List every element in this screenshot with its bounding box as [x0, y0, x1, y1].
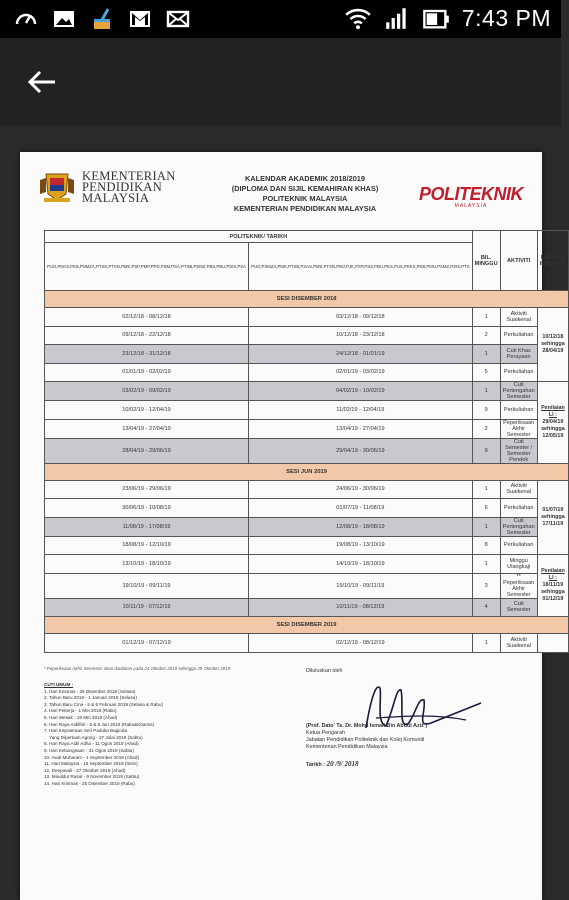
holiday-item: 4. Hari Pekerja - 1 Mei 2019 (Rabu) — [44, 708, 117, 714]
holiday-item: 13. Maulidur Rasul - 9 November 2019 (Sabtu) — [44, 774, 140, 780]
title-line: KALENDAR AKADEMIK 2018/2019 — [244, 174, 366, 183]
activity: Cuti Khas Perayaan — [500, 345, 537, 364]
industrial-training-period — [537, 480, 568, 555]
table-row — [45, 517, 569, 536]
holiday-item: 14. Hari Krismas - 25 Disember 2019 (Rabu) — [44, 780, 135, 786]
app-bar — [0, 38, 561, 126]
week-count: 6 — [472, 499, 500, 518]
document-title — [200, 174, 410, 214]
date-range-b: 24/12/18 - 01/01/19 — [249, 345, 473, 364]
politeknik-logo-sub: MALAYSIA — [454, 203, 488, 209]
date-range-b: 19/08/19 - 13/10/19 — [249, 536, 473, 555]
ministry-line-1: KEMENTERIAN — [82, 168, 176, 183]
activity: Cuti Semester / Semester Pendek — [500, 438, 537, 463]
date-line — [306, 761, 526, 769]
signatory-name: (Prof. Dato' Ts. Dr. Mohd Ismail Bin Abdul Aziz ) — [306, 723, 428, 729]
week-count: 1 — [472, 345, 500, 364]
date-range-a: 30/06/19 - 10/08/19 — [45, 499, 249, 518]
gmail-icon — [128, 7, 152, 31]
activity: Aktiviti Suaikenal — [500, 480, 537, 499]
week-count: 5 — [472, 363, 500, 382]
mail-icon — [166, 7, 190, 31]
public-holidays-title: CUTI UMUM : — [44, 682, 74, 687]
wifi-icon — [344, 4, 372, 32]
session-title: SESI DISEMBER 2018 — [45, 291, 569, 308]
header-bil-minggu: BIL. MINGGU — [472, 231, 500, 291]
date-range-b: 04/02/19 - 10/02/19 — [249, 382, 473, 401]
footnote: * Peperiksaan Akhir Semester akan diadakan pada 24 Oktober 2019 sehingga 29 Oktober 2019. — [44, 666, 232, 671]
date-range-a: 01/01/19 - 02/02/19 — [45, 363, 249, 382]
li-heading: Penilaian LI : — [541, 404, 565, 418]
date-range-b: 02/12/19 - 08/12/19 — [249, 634, 473, 653]
arrow-left-icon — [27, 69, 57, 95]
date-range-a: 23/06/19 - 29/06/19 — [45, 480, 249, 499]
table-row — [45, 345, 569, 364]
image-viewer[interactable] — [0, 126, 567, 900]
week-count: 1 — [472, 308, 500, 327]
table-row — [45, 573, 569, 598]
calendar-body — [45, 291, 569, 653]
title-line: POLITEKNIK MALAYSIA — [262, 194, 348, 203]
activity: Minggu Ulangkaji — [500, 555, 537, 574]
activity: Aktiviti Suaikenal — [500, 634, 537, 653]
politeknik-logo — [416, 184, 526, 209]
holiday-item: 3. Tahun Baru Cina - 5 & 6 Februari 2019 (Selasa & Rabu) — [44, 701, 163, 707]
approval-block — [306, 668, 526, 769]
date-range-b: 03/12/18 - 09/12/18 — [249, 308, 473, 327]
industrial-training-period — [537, 555, 568, 617]
li-line: 17/11/19 — [542, 520, 564, 527]
date-range-b: 14/10/19 - 18/10/19 — [249, 555, 473, 574]
activity: Cuti Semester — [500, 598, 537, 617]
li-line: 18/11/19 — [542, 582, 564, 588]
date-range-a: 09/12/18 - 22/12/18 — [45, 326, 249, 345]
date-range-a: 13/04/19 - 27/04/19 — [45, 419, 249, 438]
activity: Perkuliahan — [500, 401, 537, 420]
week-count: 1 — [472, 555, 500, 574]
li-line: 01/12/19 — [542, 596, 564, 602]
week-count: 8 — [472, 536, 500, 555]
table-row — [45, 598, 569, 617]
activity: Perkuliahan — [500, 499, 537, 518]
week-count: 2 — [472, 326, 500, 345]
industrial-training-period — [537, 308, 568, 382]
header-politeknik-tarikh: POLITEKNIK/ TARIKH — [45, 231, 473, 243]
date-range-a: 13/10/19 - 18/10/19 — [45, 555, 249, 574]
header-aktiviti: AKTIVITI — [500, 231, 537, 291]
document-page — [20, 152, 567, 900]
public-holidays — [44, 682, 163, 788]
holiday-item: 8. Hari Raya Aidil Adha - 11 Ogos 2019 (Ahad) — [44, 741, 139, 747]
title-line: (DIPLOMA DAN SIJIL KEMAHIRAN KHAS) — [231, 184, 379, 193]
table-row — [45, 308, 569, 327]
week-count: 1 — [472, 382, 500, 401]
week-count: 2 — [472, 419, 500, 438]
table-row — [45, 634, 569, 653]
date-range-a: 03/02/19 - 09/02/19 — [45, 382, 249, 401]
week-count: 9 — [472, 401, 500, 420]
table-row — [45, 419, 569, 438]
li-line: 28/04/19 — [542, 348, 564, 354]
li-line: sehingga — [541, 425, 565, 432]
politeknik-logo-text: POLITEKNIK — [418, 184, 523, 204]
status-bar — [0, 0, 561, 38]
industrial-training-period — [537, 634, 568, 653]
date-value: 20 /9/ 2018 — [326, 760, 359, 768]
holiday-item: 1. Hari Krismas - 25 Disember 2018 (Selasa) — [44, 688, 136, 694]
date-range-b: 11/02/19 - 12/04/19 — [249, 401, 473, 420]
cleaner-icon — [90, 7, 114, 31]
activity: ** Peperiksaan Akhir Semester — [500, 573, 537, 598]
signal-icon — [384, 4, 410, 32]
date-range-a: 11/08/19 - 17/08/19 — [45, 517, 249, 536]
signatory-title-1: Ketua Pengarah — [306, 730, 345, 736]
ministry-name — [82, 168, 176, 205]
holiday-item: 10. Awal Muharam - 1 September 2019 (Ahad) — [44, 754, 139, 760]
date-range-b: 13/04/19 - 27/04/19 — [249, 419, 473, 438]
industrial-training-period — [537, 382, 568, 464]
table-row — [45, 555, 569, 574]
date-range-b: 01/07/19 - 11/08/19 — [249, 499, 473, 518]
speedometer-icon — [14, 7, 38, 31]
holiday-item: 9. Hari Kebangsaan - 31 Ogos 2019 (Sabtu) — [44, 747, 134, 753]
activity: Perkuliahan — [500, 363, 537, 382]
li-heading: Penilaian LI : — [541, 568, 565, 581]
date-range-a: 28/04/19 - 29/06/19 — [45, 438, 249, 463]
academic-calendar-table — [44, 230, 569, 653]
notification-icons — [14, 7, 190, 31]
clock: 7:43 PM — [461, 4, 551, 31]
ministry-line-3: MALAYSIA — [82, 190, 150, 205]
li-line: 29/04/19 — [542, 418, 564, 425]
date-range-b: 10/11/19 - 08/12/19 — [249, 598, 473, 617]
session-row — [45, 463, 569, 480]
back-button[interactable] — [22, 64, 62, 100]
date-range-a: 23/12/18 - 31/12/18 — [45, 345, 249, 364]
signatory-title-3: Kementerian Pendidikan Malaysia — [306, 744, 388, 750]
header-polytechnic-list-2: PUO,PSMZA,PMK,PTSB,PSAS,PMS,PTSN,PMJ,PJK,PSP,PSS,PBU,PKS,PUS,PKKS,PKB,PMU,PSMZ,PSIS,PTS — [249, 243, 473, 291]
holiday-item: 7. Hari Keputeraan Seri Paduka Baginda — [44, 728, 127, 734]
table-row — [45, 382, 569, 401]
date-range-a: 02/12/18 - 08/12/18 — [45, 308, 249, 327]
table-row — [45, 363, 569, 382]
date-range-a: 18/08/19 - 12/10/19 — [45, 536, 249, 555]
date-range-a: 01/12/19 - 07/12/19 — [45, 634, 249, 653]
ministry-line-2: PENDIDIKAN — [82, 179, 163, 194]
week-count: 3 — [472, 573, 500, 598]
li-line: 10/12/18 — [542, 334, 564, 340]
activity: Cuti Pertengahan Semester — [500, 517, 537, 536]
ministry-logo — [38, 170, 176, 204]
date-range-b: 19/10/19 - 09/11/19 — [249, 573, 473, 598]
date-range-a: 10/02/19 - 12/04/19 — [45, 401, 249, 420]
table-row — [45, 326, 569, 345]
session-row — [45, 291, 569, 308]
li-line: sehingga — [541, 589, 565, 595]
week-count: 1 — [472, 634, 500, 653]
date-range-a: 10/11/19 - 07/12/19 — [45, 598, 249, 617]
table-row — [45, 499, 569, 518]
session-title: SESI JUN 2019 — [45, 463, 569, 480]
week-count: 9 — [472, 438, 500, 463]
battery-icon — [422, 4, 450, 32]
week-count: 1 — [472, 480, 500, 499]
system-status — [344, 4, 551, 32]
date-label: Tarikh : — [306, 762, 326, 768]
activity: Cuti Pertengahan Semester — [500, 382, 537, 401]
date-range-b: 24/06/19 - 30/06/19 — [249, 480, 473, 499]
table-row — [45, 480, 569, 499]
approval-label: Diluluskan oleh — [306, 668, 343, 674]
public-holidays-list — [44, 689, 163, 788]
session-row — [45, 617, 569, 634]
session-title: SESI DISEMBER 2019 — [45, 617, 569, 634]
table-row — [45, 438, 569, 463]
holiday-item: 6. Hari Raya Aidilfitri - 5 & 6 Jun 2019 (Rabu&Khamis) — [44, 721, 155, 727]
week-count: 1 — [472, 517, 500, 536]
activity: Perkuliahan — [500, 536, 537, 555]
image-icon — [52, 7, 76, 31]
holiday-item: Yang Dipertuan Agong - 27 Julai 2019 (Sabtu) — [44, 734, 143, 740]
li-line: 01/07/19 — [542, 506, 564, 513]
date-range-b: 02/01/19 - 03/02/19 — [249, 363, 473, 382]
date-range-b: 12/08/19 - 18/08/19 — [249, 517, 473, 536]
table-row — [45, 536, 569, 555]
coat-of-arms-icon — [38, 170, 76, 204]
date-range-b: 10/12/18 - 23/12/18 — [249, 326, 473, 345]
holiday-item: 2. Tahun Baru 2019 - 1 Januari 2019 (Selasa) — [44, 695, 137, 701]
li-line: sehingga — [541, 513, 565, 520]
title-line: KEMENTERIAN PENDIDIKAN MALAYSIA — [233, 204, 377, 213]
header-polytechnic-list-1: PUO,PKKS,PKB,PSMZA,PTSS,PTSN,PMK,PSP,PMP,PPD,PSM,PSA,PTSB,PSMZ,PBS,PBU,PSIS,PSA — [45, 243, 249, 291]
holiday-item: 5. Hari Wesak - 19 Mei 2019 (Ahad) — [44, 714, 118, 720]
li-line: sehingga — [541, 341, 565, 347]
holiday-item: 12. Deepavali - 27 Oktober 2019 (Ahad) — [44, 767, 126, 773]
li-line: 12/05/19 — [542, 432, 564, 439]
date-range-a: 19/10/19 - 09/11/19 — [45, 573, 249, 598]
date-range-b: 29/04/19 - 30/06/19 — [249, 438, 473, 463]
week-count: 4 — [472, 598, 500, 617]
holiday-item: 11. Hari Malaysia - 16 September 2019 (Isnin) — [44, 761, 138, 767]
activity: Peperiksaan Akhir Semester — [500, 419, 537, 438]
activity: Aktiviti Suaikenal — [500, 308, 537, 327]
activity: Perkuliahan — [500, 326, 537, 345]
handwritten-signature — [346, 678, 486, 738]
table-row — [45, 401, 569, 420]
signatory-title-2: Jabatan Pendidikan Politeknik dan Kolej Komuniti — [306, 737, 425, 743]
header-latihan-industri: LATIHAN INDUSTRI — [537, 231, 568, 291]
